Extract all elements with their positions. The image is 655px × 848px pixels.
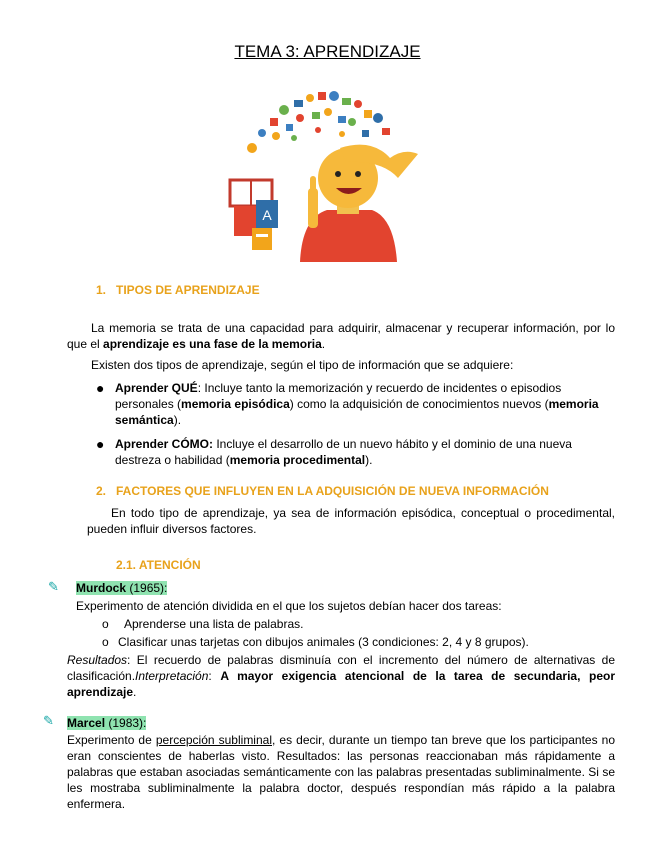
bullet-aprender-que: Aprender QUÉ: Incluye tanto la memorización y recuerdo de incidentes o episodios personales (memoria episódica) como la adquisición de conocimientos nuevos (memoria semántica).	[115, 381, 599, 427]
murdock-description: Experimento de atención dividida en el que los sujetos debían hacer dos tareas:	[76, 599, 502, 613]
pen-icon: ✎	[48, 579, 59, 594]
section-1-paragraph-1: La memoria se trata de una capacidad para adquirir, almacenar y recuperar información, por lo que el aprendizaje es una fase de la memoria.	[67, 321, 615, 351]
section-1-paragraph-2: Existen dos tipos de aprendizaje, según el tipo de información que se adquiere:	[91, 358, 514, 372]
marcel-paragraph: Experimento de percepción subliminal, es decir, durante un tiempo tan breve que los participantes no eran conscientes de haberlas visto. Resultados: las personas reaccionaban más rápidamente a palabras que estaban asociadas semánticamente con las palabras presentadas subliminalmente. Si se les mostraba subliminalmente la palabra doctor, después respondían más rápido a la palabra enfermera.	[67, 733, 615, 811]
murdock-heading: Murdock (1965):	[76, 581, 168, 595]
bullet-icon: ●	[96, 380, 105, 396]
section-2-heading: 2. FACTORES QUE INFLUYEN EN LA ADQUISICIÓN DE NUEVA INFORMACIÓN	[96, 484, 549, 498]
pen-icon: ✎	[43, 713, 54, 728]
section-2-1-heading: 2.1. ATENCIÓN	[116, 558, 201, 572]
bullet-aprender-como: Aprender CÓMO: Incluye el desarrollo de un nuevo hábito y el dominio de una nueva destreza o habilidad (memoria procedimental).	[115, 437, 572, 467]
svg-text:A: A	[262, 207, 272, 223]
section-1-heading: 1. TIPOS DE APRENDIZAJE	[96, 283, 260, 297]
sub-bullet-icon: o	[102, 617, 109, 631]
murdock-task-1: Aprenderse una lista de palabras.	[124, 617, 304, 631]
sub-bullet-icon: o	[102, 635, 109, 649]
murdock-results: Resultados: El recuerdo de palabras disminuía con el incremento del número de alternativas de clasificación.Interpretación: A mayor exigencia atencional de la tarea de secundaria, peor aprendizaje.	[67, 653, 615, 699]
learning-illustration	[222, 88, 432, 262]
marcel-heading: Marcel (1983):	[67, 716, 147, 730]
section-2-paragraph: En todo tipo de aprendizaje, ya sea de información episódica, conceptual o procedimental, pueden influir diversos factores.	[87, 506, 615, 536]
page-title: TEMA 3: APRENDIZAJE	[234, 42, 421, 61]
bullet-icon: ●	[96, 436, 105, 452]
murdock-task-2: Clasificar unas tarjetas con dibujos animales (3 condiciones: 2, 4 y 8 grupos).	[118, 635, 529, 649]
